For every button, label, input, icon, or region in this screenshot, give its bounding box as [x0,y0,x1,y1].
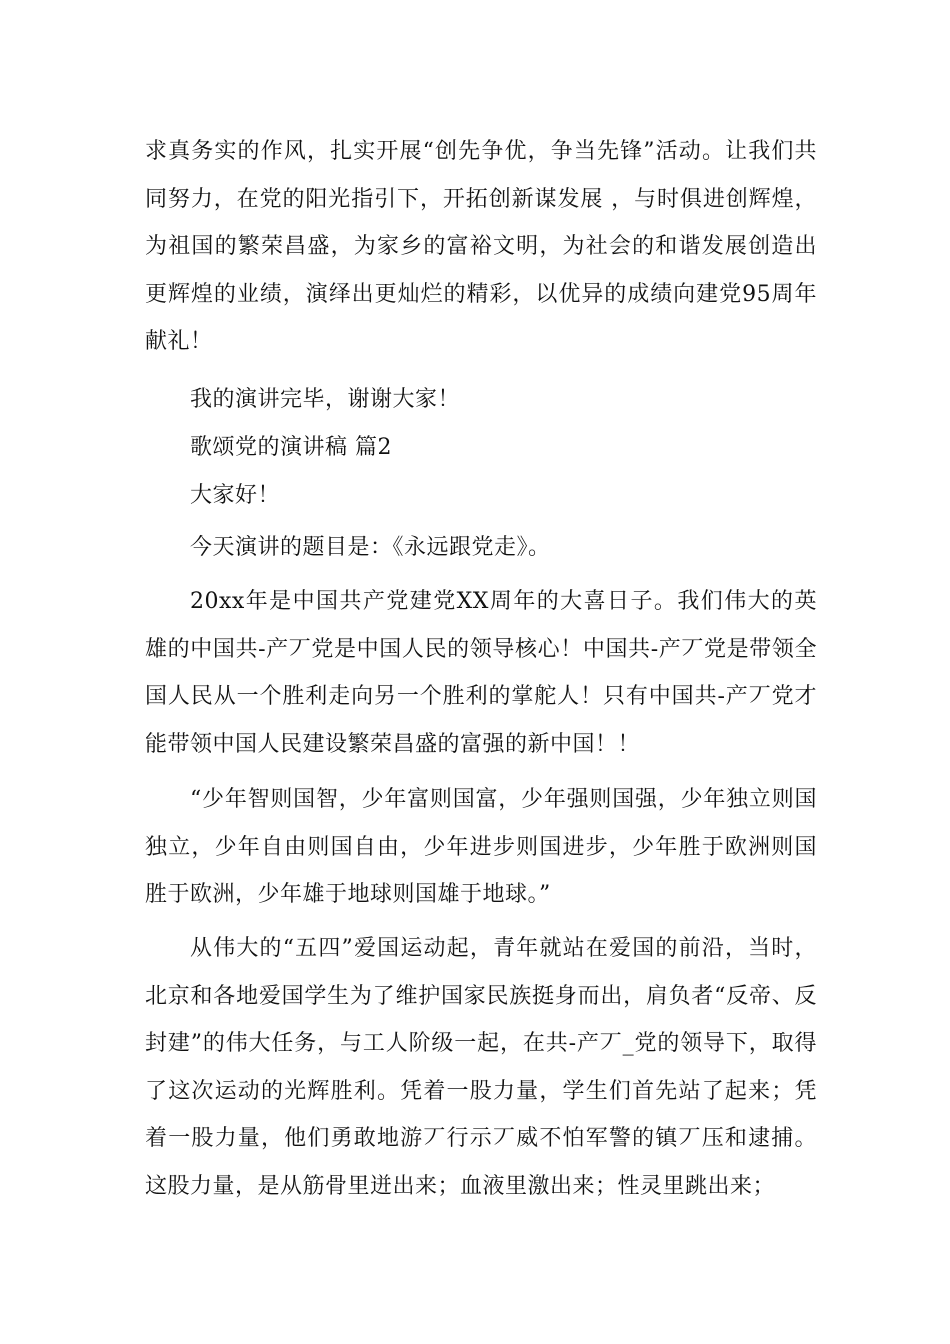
paragraph-topic: 今天演讲的题目是：《永远跟党走》。 [190,535,551,560]
paragraph-may-fourth: 从伟大的“五四”爱国运动起，青年就站在爱国的前沿，当时，北京和各地爱国学生为了维护国家民族挺身而出，肩负者“反帝、反封建”的伟大任务，与工人阶级一起，在共-产丆_党的领导下，取得了这次运动的光辉胜利。凭着一股力量，学生们首先站了起来；凭着一股力量，他们勇敢地游丆行示丆威不怕军警的镇丆压和逮捕。这股力量，是从筋骨里迸出来；血液里激出来；性灵里跳出来； [145,936,817,1199]
paragraph-quote: “少年智则国智，少年富则国富，少年强则国强，少年独立则国独立，少年自由则国自由，少年进步则国进步，少年胜于欧洲则国胜于欧洲，少年雄于地球则国雄于地球。” [145,787,817,907]
paragraph-closing-wish: 求真务实的作风，扎实开展“创先争优，争当先锋”活动。让我们共同努力，在党的阳光指引下，开拓创新谋发展 ，与时俱进创辉煌，为祖国的繁荣昌盛，为家乡的富裕文明，为社会的和谐发展创造出更辉煌的业绩，演绎出更灿烂的精彩，以优异的成绩向建党95周年献礼！ [145,139,817,354]
paragraph-thanks: 我的演讲完毕，谢谢大家！ [190,387,461,412]
paragraph-anniversary: 20xx年是中国共产党建党XX周年的大喜日子。我们伟大的英雄的中国共-产丆党是中国人民的领导核心！中国共-产丆党是带领全国人民从一个胜利走向另一个胜利的掌舵人！只有中国共-产丆党才能带领中国人民建设繁荣昌盛的富强的新中国！！ [145,589,817,757]
paragraph-greeting: 大家好！ [190,483,281,508]
section-heading: 歌颂党的演讲稿 篇2 [190,435,392,460]
